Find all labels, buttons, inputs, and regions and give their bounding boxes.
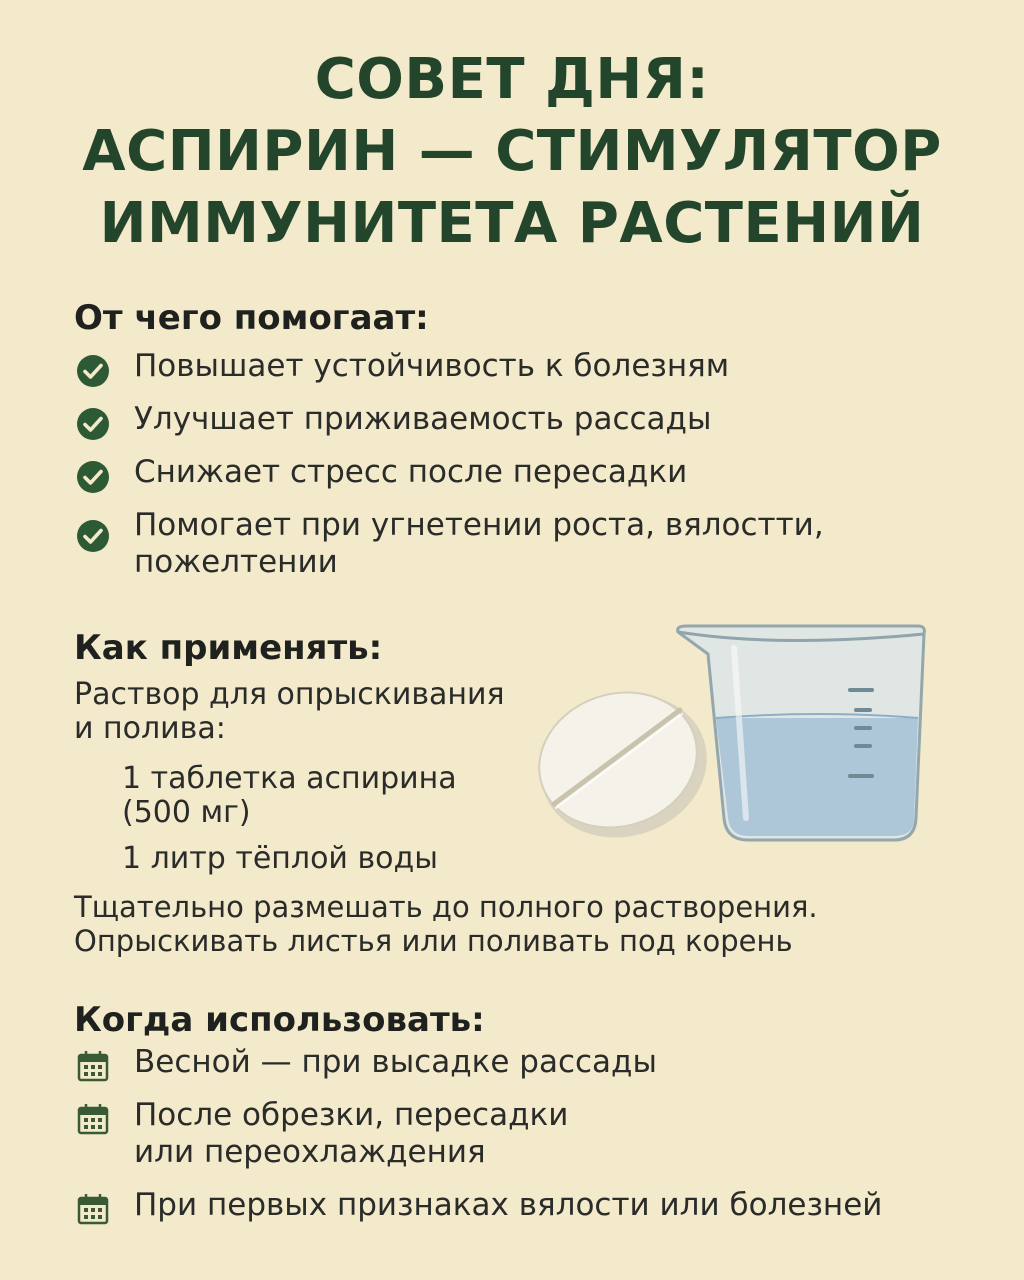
howto-ingredients (122, 762, 457, 876)
howto-intro-line: и полива: (74, 711, 226, 746)
calendar-icon (76, 1192, 110, 1226)
benefits-list (74, 348, 824, 597)
benefit-text-continued: пожелтении (134, 544, 338, 580)
howto-intro-line: Раствор для опрыскивания (74, 677, 505, 712)
check-circle-icon (76, 519, 110, 553)
title-line-1: СОВЕТ ДНЯ: (314, 47, 710, 112)
check-circle-icon (76, 460, 110, 494)
howto-intro (74, 678, 505, 746)
instruction-line: Опрыскивать листья или поливать под корень (74, 924, 793, 958)
list-item (74, 1044, 882, 1081)
list-item (74, 1097, 882, 1171)
ingredient-line: (500 мг) (122, 795, 251, 830)
when-heading: Когда использовать: (74, 1000, 485, 1040)
howto-heading: Как применять: (74, 628, 383, 668)
howto-instructions (74, 890, 818, 958)
calendar-icon (76, 1102, 110, 1136)
benefit-text: Снижает стресс после пересадки (134, 454, 688, 490)
title-line-3: ИММУНИТЕТА РАСТЕНИЙ (99, 191, 925, 256)
list-item (74, 401, 824, 438)
check-circle-icon (76, 407, 110, 441)
list-item (74, 348, 824, 385)
title-line-2: АСПИРИН — СТИМУЛЯТОР (82, 119, 942, 184)
ingredient-line: 1 таблетка аспирина (122, 761, 457, 796)
list-item (74, 507, 824, 581)
aspirin-tablet-icon (522, 673, 726, 858)
instruction-line: Тщательно размешать до полного растворения. (74, 890, 818, 924)
measuring-cup-icon (678, 626, 925, 840)
benefit-text: Улучшает приживаемость рассады (134, 401, 712, 437)
benefits-heading: От чего помогаат: (74, 298, 429, 338)
list-item (74, 1187, 882, 1224)
ingredient-line: 1 литр тёплой воды (122, 841, 438, 876)
page-title (0, 44, 1024, 260)
when-text: При первых признаках вялости или болезней (134, 1187, 883, 1223)
check-circle-icon (76, 354, 110, 388)
list-item (74, 454, 824, 491)
aspirin-and-cup-illustration (520, 618, 940, 858)
when-text: Весной — при высадке рассады (134, 1044, 657, 1080)
benefit-text: Помогает при угнетении роста, вялостти, (134, 507, 824, 543)
when-text: После обрезки, пересадки (134, 1097, 569, 1133)
calendar-icon (76, 1049, 110, 1083)
when-list (74, 1044, 882, 1240)
benefit-text: Повышает устойчивость к болезням (134, 348, 730, 384)
when-text-continued: или переохлаждения (134, 1134, 486, 1170)
